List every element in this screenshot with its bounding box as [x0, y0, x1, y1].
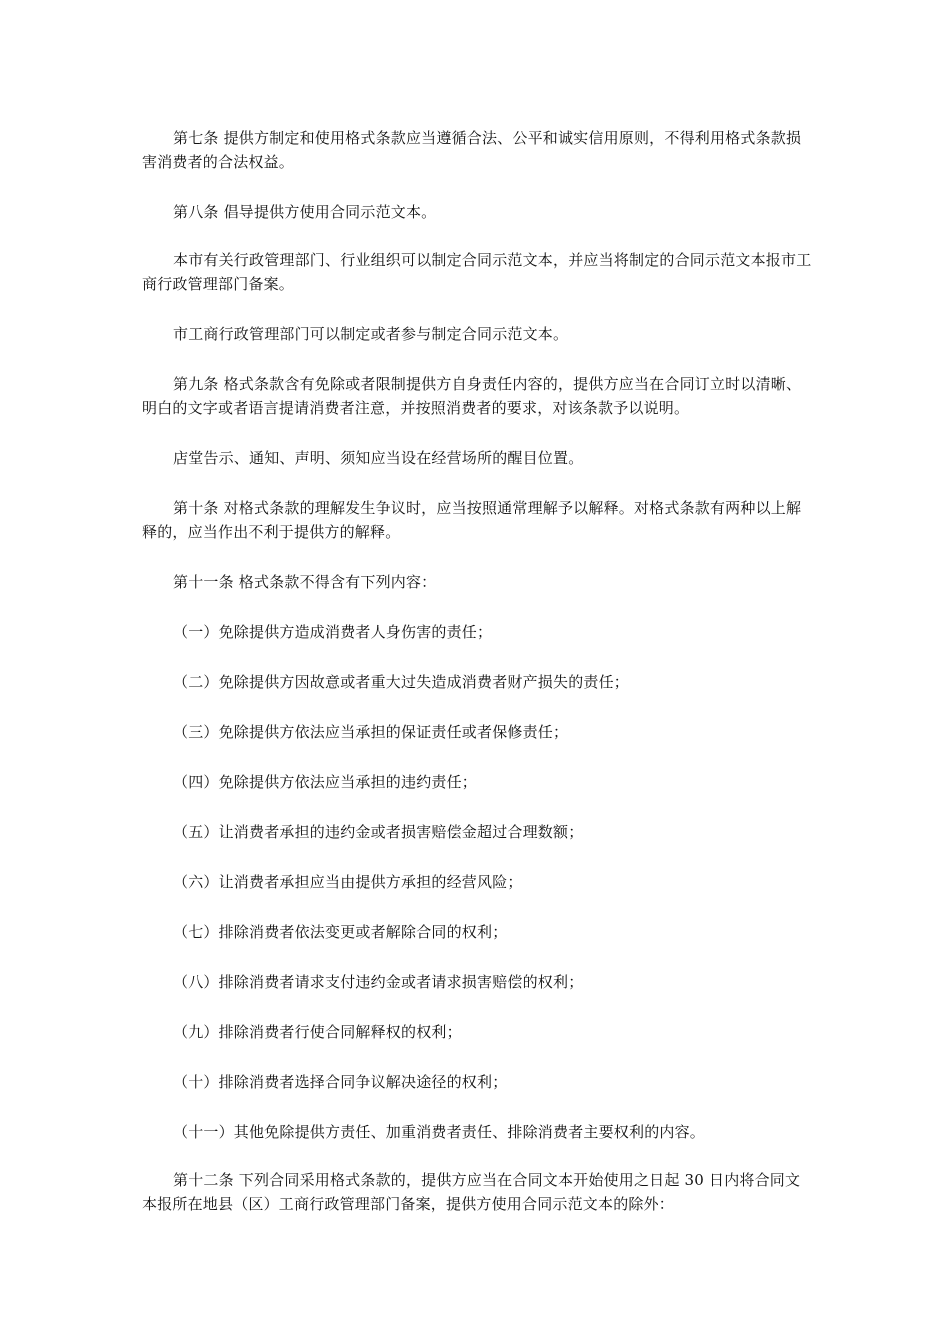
article-7-paragraph: 第七条 提供方制定和使用格式条款应当遵循合法、公平和诚实信用原则，不得利用格式条款损害消费者的合法权益。	[142, 129, 802, 171]
article-10-paragraph: 第十条 对格式条款的理解发生争议时，应当按照通常理解予以解释。对格式条款有两种以上解释的，应当作出不利于提供方的解释。	[142, 499, 802, 541]
article-12-paragraph: 第十二条 下列合同采用格式条款的，提供方应当在合同文本开始使用之日起 30 日内将合同文本报所在地县（区）工商行政管理部门备案，提供方使用合同示范文本的除外：	[142, 1171, 801, 1213]
article-9-notice-paragraph: 店堂告示、通知、声明、须知应当设在经营场所的醒目位置。	[173, 449, 584, 467]
list-item: （一）免除提供方造成消费者人身伤害的责任；	[173, 623, 493, 641]
list-item: （二）免除提供方因故意或者重大过失造成消费者财产损失的责任；	[173, 673, 630, 691]
list-item: （四）免除提供方依法应当承担的违约责任；	[173, 773, 478, 791]
article-8-admin-paragraph: 市工商行政管理部门可以制定或者参与制定合同示范文本。	[173, 325, 569, 343]
article-9-paragraph: 第九条 格式条款含有免除或者限制提供方自身责任内容的，提供方应当在合同订立时以清晰、明白的文字或者语言提请消费者注意，并按照消费者的要求，对该条款予以说明。	[142, 375, 802, 417]
list-item: （七）排除消费者依法变更或者解除合同的权利；	[173, 923, 508, 941]
list-item: （十一）其他免除提供方责任、加重消费者责任、排除消费者主要权利的内容。	[173, 1123, 706, 1141]
list-item: （八）排除消费者请求支付违约金或者请求损害赔偿的权利；	[173, 973, 584, 991]
list-item: （三）免除提供方依法应当承担的保证责任或者保修责任；	[173, 723, 569, 741]
article-8-sample-text-paragraph: 本市有关行政管理部门、行业组织可以制定合同示范文本，并应当将制定的合同示范文本报市工商行政管理部门备案。	[142, 251, 812, 293]
article-8-paragraph: 第八条 倡导提供方使用合同示范文本。	[173, 203, 437, 221]
list-item: （五）让消费者承担的违约金或者损害赔偿金超过合理数额；	[173, 823, 584, 841]
list-item: （六）让消费者承担应当由提供方承担的经营风险；	[173, 873, 523, 891]
list-item: （十）排除消费者选择合同争议解决途径的权利；	[173, 1073, 508, 1091]
article-11-paragraph: 第十一条 格式条款不得含有下列内容：	[173, 573, 437, 591]
list-item: （九）排除消费者行使合同解释权的权利；	[173, 1023, 462, 1041]
